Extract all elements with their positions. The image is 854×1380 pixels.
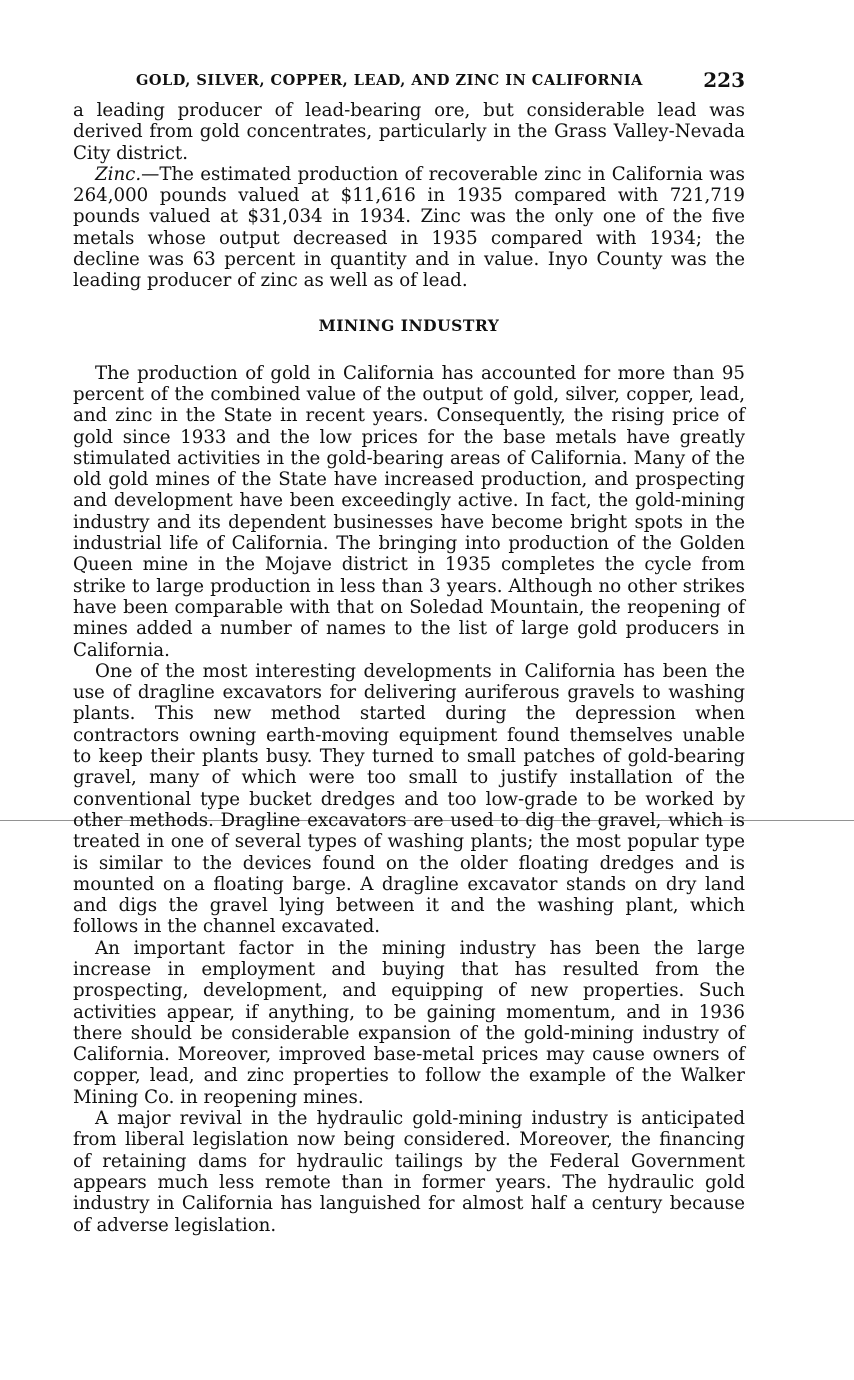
section-title: MINING INDUSTRY	[318, 315, 500, 335]
continuation-paragraph: a leading producer of lead-bearing ore, but considerable lead was derived from gold concentrates, particularly in the Grass Valley-Nevada City district.	[73, 100, 745, 164]
running-title: GOLD, SILVER, COPPER, LEAD, AND ZINC IN CALIFORNIA	[136, 72, 643, 89]
zinc-text: —The estimated production of recoverable zinc in California was 264,000 pounds valued at $11,616 in 1935 compared with 721,719 pounds valued at $31,034 in 1934. Zinc was the only one of the five metals whose output decreased in 1935 compared with 1934; the decline was 63 percent in quantity and in value. Inyo County was the leading producer of zinc as well as of lead.	[73, 163, 745, 292]
body-paragraph: A major revival in the hydraulic gold-mining industry is anticipated from liberal legislation now being considered. Moreover, the financing of retaining dams for hydraulic tailings by the Federal Government appears much less remote than in former years. The hydraulic gold industry in California has languished for almost half a century because of adverse legislation.	[73, 1108, 745, 1236]
body-paragraph: An important factor in the mining industry has been the large increase in employment and buying that has resulted from the prospecting, development, and equipping of new properties. Such activities appear, if anything, to be gaining momentum, and in 1936 there should be considerable expansion of the gold-mining industry of California. Moreover, improved base-metal prices may cause owners of copper, lead, and zinc properties to follow the example of the Walker Mining Co. in reopening mines.	[73, 937, 745, 1108]
body-paragraph: One of the most interesting developments in California has been the use of dragline excavators for delivering auriferous gravels to washing plants. This new method started during the depression when contractors owning earth-moving equipment found themselves unable to keep their plants busy. They turned to small patches of gold-bearing gravel, many of which were too small to justify installation of the conventional type bucket dredges and too low-grade to be worked by other methods. Dragline excavators are used to dig the gravel, which is treated in one of several types of washing plants; the most popular type is similar to the devices found on the older floating dredges and is mounted on a floating barge. A dragline excavator stands on dry land and digs the gravel lying between it and the washing plant, which follows in the channel excavated.	[73, 660, 745, 938]
zinc-lead-in: Zinc.	[95, 163, 142, 185]
page-number: 223	[703, 68, 745, 92]
body-paragraph: The production of gold in California has accounted for more than 95 percent of the combined value of the output of gold, silver, copper, lead, and zinc in the State in recent years. Consequently, the rising price of gold since 1933 and the low prices for the base metals have greatly stimulated activities in the gold-bearing areas of California. Many of the old gold mines of the State have increased production, and prospecting and development have been exceedingly active. In fact, the gold-mining industry and its dependent businesses have become bright spots in the industrial life of California. The bringing into production of the Golden Queen mine in the Mojave district in 1935 completes the cycle from strike to large production in less than 3 years. Although no other strikes have been comparable with that on Soledad Mountain, the reopening of mines added a number of names to the list of large gold producers in California.	[73, 362, 745, 661]
running-header	[73, 60, 745, 100]
document-page	[73, 60, 745, 1236]
zinc-paragraph	[73, 164, 745, 292]
